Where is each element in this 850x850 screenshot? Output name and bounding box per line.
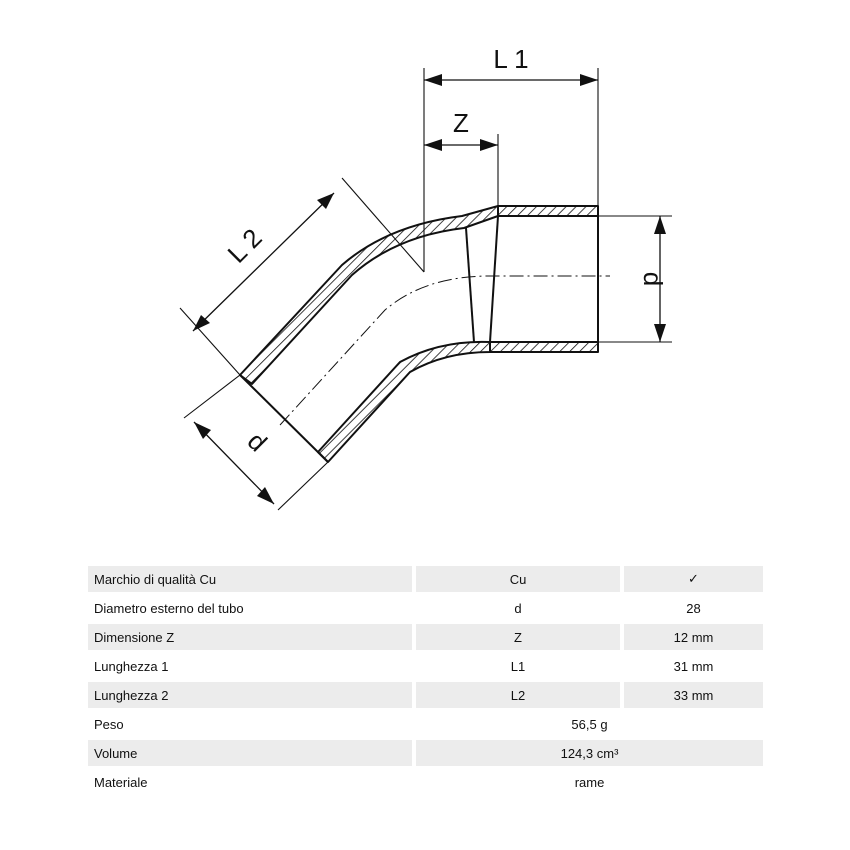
spec-value: 28 [624,595,763,624]
spec-value: 124,3 cm³ [416,740,763,769]
spec-symbol: d [416,595,624,624]
spec-value: 12 mm [624,624,763,653]
spec-row [88,653,763,682]
spec-symbol: L2 [416,682,624,711]
label-d-right: d [638,271,668,287]
arrowhead [424,74,442,86]
spec-label: Materiale [88,769,416,798]
label-z: Z [453,108,469,138]
label-d-left: d [241,425,274,458]
socket-bottom-wall [490,342,598,352]
arrowhead [654,324,666,342]
spec-symbol: Z [416,624,624,653]
spec-label: Lunghezza 2 [88,682,416,711]
arrowhead [654,216,666,234]
spec-value: rame [416,769,763,798]
spec-row [88,740,763,769]
ext-line-dl-bottom [278,462,328,510]
fitting-walls [240,206,598,462]
label-l1: L 1 [493,44,529,74]
spec-label: Lunghezza 1 [88,653,416,682]
spec-table [88,566,763,798]
spec-value: 56,5 g [416,711,763,740]
arrowhead [480,139,498,151]
spec-symbol: Cu [416,566,624,595]
socket-top-wall [498,206,598,216]
label-l2: L 2 [221,222,268,269]
bend-inner-wall [318,342,490,462]
spec-value: 31 mm [624,653,763,682]
spec-value: 33 mm [624,682,763,711]
spec-row [88,682,763,711]
arrowhead [580,74,598,86]
ext-line-l2-bottom [180,308,240,375]
spec-row [88,769,763,798]
bend-outer-wall [240,206,498,384]
arrowhead [424,139,442,151]
spec-row [88,711,763,740]
spec-row [88,566,763,595]
ext-line-dl-top [184,375,240,418]
spec-table-body [88,566,763,798]
socket-inner-step [466,228,474,342]
socket-shoulder-line [490,216,498,342]
spec-label: Volume [88,740,416,769]
spec-row [88,595,763,624]
spec-label: Marchio di qualità Cu [88,566,416,595]
spec-label: Dimensione Z [88,624,416,653]
spec-row [88,624,763,653]
spec-label: Peso [88,711,416,740]
spec-value: ✓ [624,566,763,595]
spec-label: Diametro esterno del tubo [88,595,416,624]
spec-symbol: L1 [416,653,624,682]
